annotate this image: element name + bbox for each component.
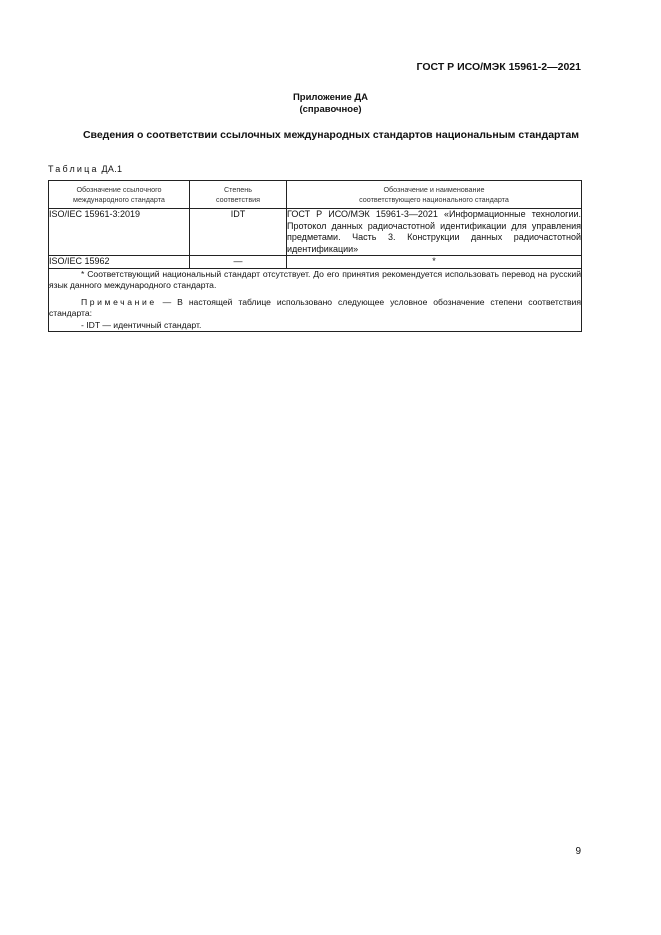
table-caption-word: Таблица (48, 164, 99, 174)
note-text (49, 297, 581, 320)
table-caption-id: ДА.1 (101, 164, 123, 174)
header-national-standard (287, 181, 582, 209)
table-row (49, 209, 582, 256)
header-degree (190, 181, 287, 209)
header-line: Степень (223, 184, 252, 194)
note-label: Примечание (81, 296, 157, 307)
cell-reference: ISO/IEC 15961-3:2019 (49, 209, 190, 256)
table-caption (48, 164, 122, 174)
cell-reference: ISO/IEC 15962 (49, 256, 190, 269)
cell-degree: IDT (190, 209, 287, 256)
cell-national: ГОСТ Р ИСО/МЭК 15961-3—2021 «Информационные технологии. Протокол данных радиочастотной идентификации для управления предметами. Часть 3. Конструкции данных радиочастотной идентификации» (287, 209, 581, 254)
main-heading: Сведения о соответствии ссылочных международных стандартов национальным стандартам (82, 129, 580, 141)
header-line: Обозначение ссылочного (76, 184, 162, 194)
standard-code-header: ГОСТ Р ИСО/МЭК 15961-2—2021 (416, 61, 581, 73)
header-line: соответствия (215, 194, 261, 204)
table-footnote-row (49, 268, 582, 332)
page-number: 9 (575, 846, 581, 857)
table-row (49, 256, 582, 269)
appendix-title (0, 92, 661, 116)
header-line: международного стандарта (73, 194, 165, 204)
cell-degree: — (190, 256, 287, 269)
footnote-cell (49, 268, 582, 332)
header-line: соответствующего национального стандарта (359, 194, 509, 204)
correspondence-table (48, 180, 582, 332)
header-reference-standard (49, 181, 190, 209)
header-line: Обозначение и наименование (383, 184, 485, 194)
footnote-text: * Соответствующий национальный стандарт отсутствует. До его принятия рекомендуется использовать перевод на русский язык данного международного стандарта. (49, 268, 581, 290)
table-header-row (49, 181, 582, 209)
appendix-title-line: Приложение ДА (292, 92, 369, 103)
appendix-subtitle: (справочное) (299, 104, 362, 115)
note-body: — В настоящей таблице использовано следующее условное обозначение степени соответствия стандарта: (49, 296, 581, 318)
cell-national: * (287, 256, 582, 269)
note-item: - IDT — идентичный стандарт. (81, 319, 202, 330)
